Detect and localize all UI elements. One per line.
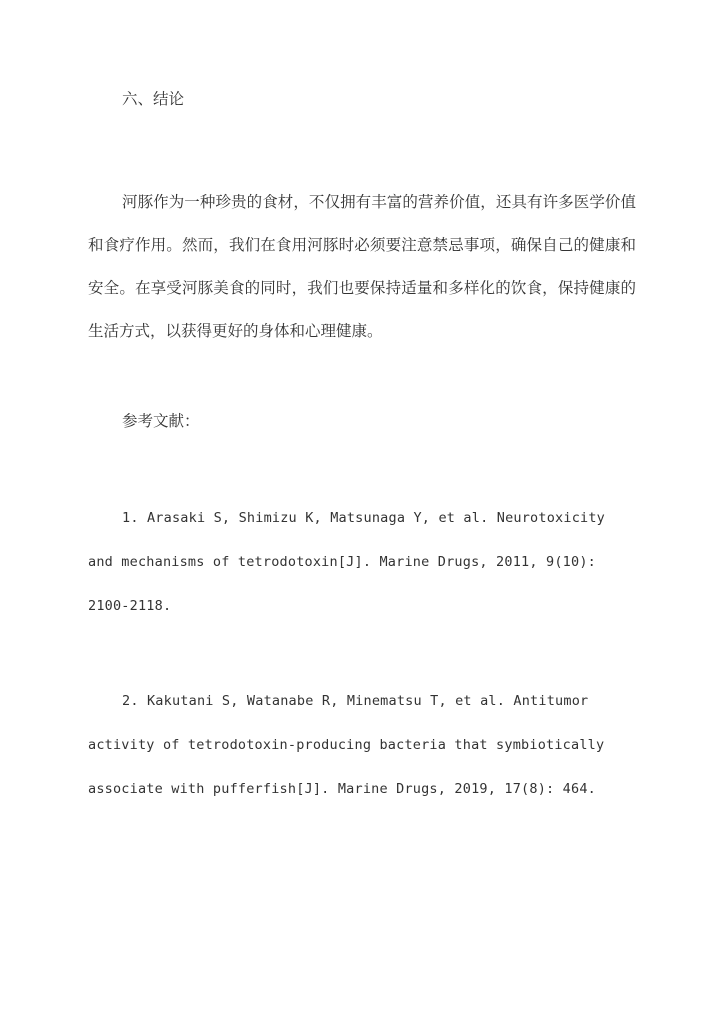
references-heading: 参考文献： — [122, 412, 200, 430]
reference-item-1: 1. Arasaki S, Shimizu K, Matsunaga Y, et al. Neurotoxicity and mechanisms of tetrodotoxin[J]. Marine Drugs, 2011, 9(10): 2100-2118. — [88, 510, 606, 614]
reference-item-2: 2. Kakutani S, Watanabe R, Minematsu T, et al. Antitumor activity of tetrodotoxin-producing bacteria that symbiotically associate with pufferfish[J]. Marine Drugs, 2019, 17(8): 464. — [88, 693, 605, 797]
section-heading: 六、结论 — [122, 90, 185, 108]
conclusion-paragraph: 河豚作为一种珍贵的食材，不仅拥有丰富的营养价值，还具有许多医学价值和食疗作用。然而，我们在食用河豚时必须要注意禁忌事项，确保自己的健康和安全。在享受河豚美食的同时，我们也要保持适量和多样化的饮食，保持健康的生活方式，以获得更好的身体和心理健康。 — [88, 193, 636, 340]
